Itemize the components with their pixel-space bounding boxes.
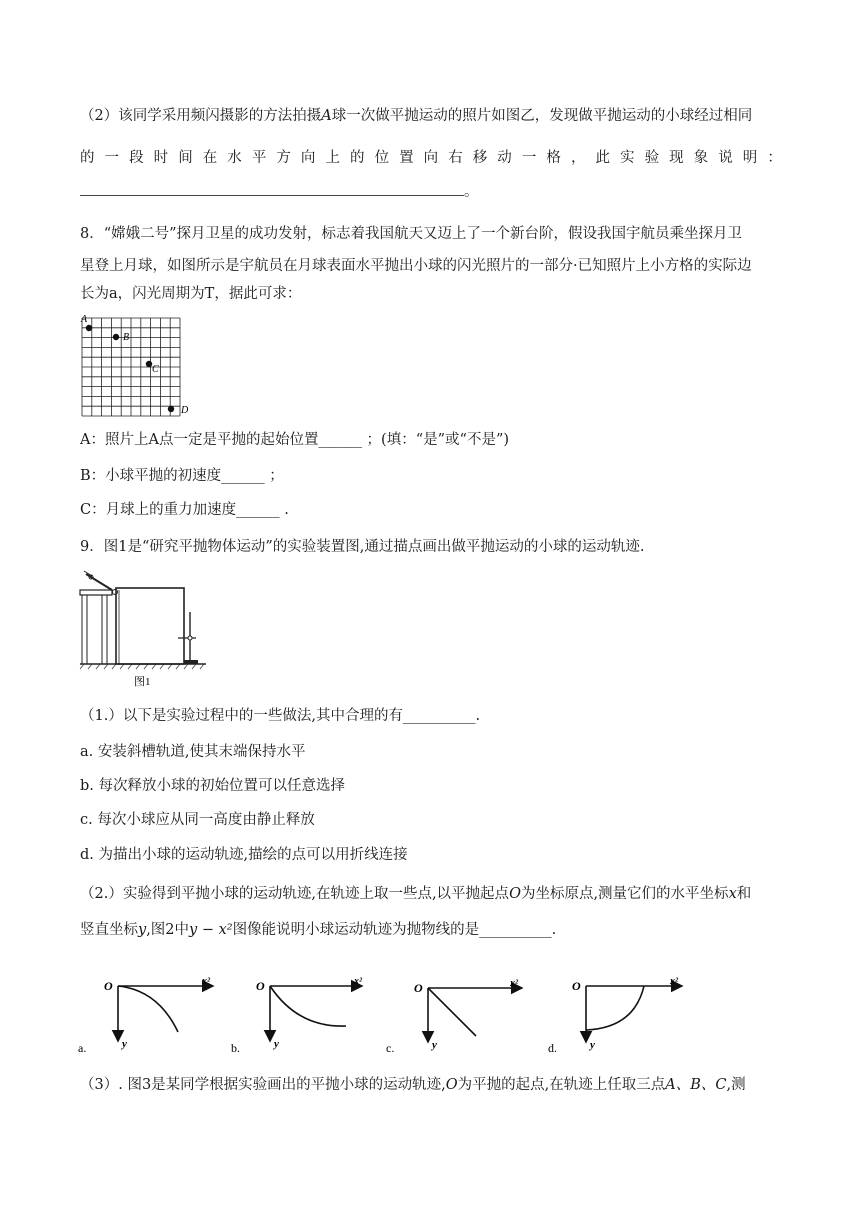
q7-line2-char: 间 — [178, 150, 193, 166]
q9-part2-line1 — [80, 884, 751, 904]
graph-b-origin: O — [256, 979, 265, 993]
q7-line2-char: 水 — [227, 150, 242, 166]
graph-d-xlabel: x² — [670, 976, 678, 987]
graph-a-letter: a. — [78, 1041, 87, 1055]
q7-line2-char: 的 — [80, 150, 95, 166]
q9-option-a: a. 安装斜槽轨道,使其末端保持水平 — [80, 744, 306, 760]
q9-part2-text-f: 图像能说明小球运动轨迹为抛物线的是__________. — [232, 922, 557, 938]
q7-part2-text-a: （2）该同学采用频闪摄影的方法拍摄 — [80, 108, 322, 124]
fig1-caption: 图1 — [134, 676, 151, 688]
q7-line2-char: 的 — [350, 150, 365, 166]
q9-part3-text-c: ,测 — [726, 1077, 746, 1093]
q7-answer-line — [80, 181, 479, 202]
grid-label-b: B — [123, 332, 130, 343]
q8-line1: 8．“嫦娥二号”探月卫星的成功发射，标志着我国航天又迈上了一个新台阶，假设我国宇航员乘坐探月卫 — [80, 226, 743, 242]
q7-line2-char: 象 — [693, 150, 709, 166]
q7-line2-char: 验 — [644, 150, 660, 166]
q7-line2-char: 方 — [276, 150, 291, 166]
q7-line2-char: 实 — [620, 150, 635, 166]
q9-part3-origin: O — [445, 1077, 458, 1093]
graph-a-ylabel: y — [122, 1038, 127, 1050]
q9-part2-text-b: 为坐标原点,测量它们的水平坐标 — [520, 886, 729, 902]
q7-line2-char: 移 — [472, 150, 488, 166]
q8-grid-figure — [78, 312, 194, 422]
graph-c-xlabel: x² — [510, 978, 518, 989]
q8-question-a: A：照片上A点一定是平抛的起始位置______ ；(填：“是”或“不是”) — [80, 432, 510, 448]
q7-line2-char: ， — [570, 150, 586, 166]
q9-part2-text-a: （2.）实验得到平抛小球的运动轨迹,在轨迹上取一些点,以平抛起点 — [80, 886, 510, 902]
q9-graphs-figure — [78, 966, 798, 1060]
q8-line3: 长为a，闪光周期为T，据此可求： — [80, 286, 302, 302]
q9-part2-expr: y − x² — [189, 922, 233, 938]
grid-label-a: A — [81, 314, 88, 325]
q7-line2-char: 向 — [300, 150, 316, 166]
graph-d-letter: d. — [548, 1041, 557, 1055]
graph-d-origin: O — [572, 979, 581, 993]
q7-line2-char: 向 — [423, 150, 439, 166]
q9-option-b: b. 每次释放小球的初始位置可以任意选择 — [80, 778, 345, 794]
q7-ball-label: A — [321, 108, 332, 124]
q7-line2-char: 右 — [448, 150, 463, 166]
q7-end-mark: 。 — [464, 184, 479, 200]
q7-line2-char: 格 — [546, 150, 561, 166]
graph-d-ylabel: y — [590, 1039, 595, 1051]
q7-line2-char: 一 — [104, 150, 120, 166]
q9-part3-points: A、B、C — [665, 1077, 727, 1093]
q8-question-c: C：月球上的重力加速度______ . — [80, 502, 289, 518]
graph-a — [78, 976, 213, 1055]
graph-c — [386, 978, 522, 1055]
q7-line2-char: 明 — [742, 150, 758, 166]
q8-line2: 星登上月球，如图所示是宇航员在月球表面水平抛出小球的闪光照片的一部分·已知照片上小方格的实际边 — [80, 258, 752, 274]
grid-label-d: D — [181, 405, 189, 416]
q9-part1: （1.）以下是实验过程中的一些做法,其中合理的有__________. — [80, 708, 481, 724]
q9-part2-text-c: 和 — [736, 886, 752, 902]
q9-part2-text-d: 竖直坐标 — [80, 922, 138, 938]
q7-line2-char: 平 — [251, 150, 267, 166]
q9-part2-x: x — [728, 886, 737, 902]
grid-point-a — [86, 325, 92, 331]
q9-part3 — [80, 1075, 746, 1095]
q9-part3-text-b: 为平抛的起点,在轨迹上任取三点 — [457, 1077, 666, 1093]
q7-line2-char: 说 — [718, 150, 733, 166]
graph-a-origin: O — [104, 979, 113, 993]
q7-part2-line2 — [80, 148, 782, 168]
q9-intro: 9．图1是“研究平抛物体运动”的实验装置图,通过描点画出做平抛运动的小球的运动轨迹. — [80, 539, 645, 555]
q7-line2-char: 此 — [595, 150, 610, 166]
grid-label-c: C — [152, 364, 159, 375]
q7-line2-char: 一 — [521, 150, 537, 166]
q7-line2-char: 置 — [399, 150, 414, 166]
q7-part2-text-b: 球一次做平抛运动的照片如图乙，发现做平抛运动的小球经过相同 — [331, 108, 753, 124]
graph-c-origin: O — [414, 981, 423, 995]
q9-part2-line2 — [80, 920, 556, 940]
q7-answer-blank[interactable] — [80, 181, 464, 196]
graph-b-ylabel: y — [274, 1038, 279, 1050]
q9-part2-y: y — [138, 922, 147, 938]
q7-line2-char: 段 — [129, 150, 144, 166]
q7-part2-line1 — [80, 106, 752, 126]
q7-line2-char: 上 — [325, 150, 340, 166]
graph-d — [548, 976, 682, 1055]
q9-apparatus-figure — [78, 568, 208, 690]
q8-question-b: B：小球平抛的初速度______ ； — [80, 468, 284, 484]
q7-line2-char: ： — [767, 150, 782, 166]
graph-c-ylabel: y — [432, 1039, 437, 1051]
q9-part2-origin: O — [509, 886, 521, 902]
q7-line2-char: 在 — [202, 150, 218, 166]
grid-point-b — [113, 334, 119, 340]
q7-line2-char: 时 — [153, 150, 169, 166]
graph-b-letter: b. — [231, 1041, 240, 1055]
q7-line2-char: 位 — [374, 150, 390, 166]
q9-option-d: d. 为描出小球的运动轨迹,描绘的点可以用折线连接 — [80, 847, 408, 863]
graph-b — [231, 976, 363, 1055]
grid-point-d — [168, 406, 174, 412]
q9-option-c: c. 每次小球应从同一高度由静止释放 — [80, 812, 315, 828]
q9-part2-text-e: ,图2中 — [146, 922, 190, 938]
q9-part3-text-a: （3）. 图3是某同学根据实验画出的平抛小球的运动轨迹, — [80, 1077, 446, 1093]
graph-b-xlabel: x² — [354, 976, 362, 987]
q7-line2-char: 现 — [669, 150, 684, 166]
graph-a-xlabel: x² — [202, 976, 210, 987]
graph-c-letter: c. — [386, 1041, 395, 1055]
q7-line2-char: 动 — [497, 150, 512, 166]
